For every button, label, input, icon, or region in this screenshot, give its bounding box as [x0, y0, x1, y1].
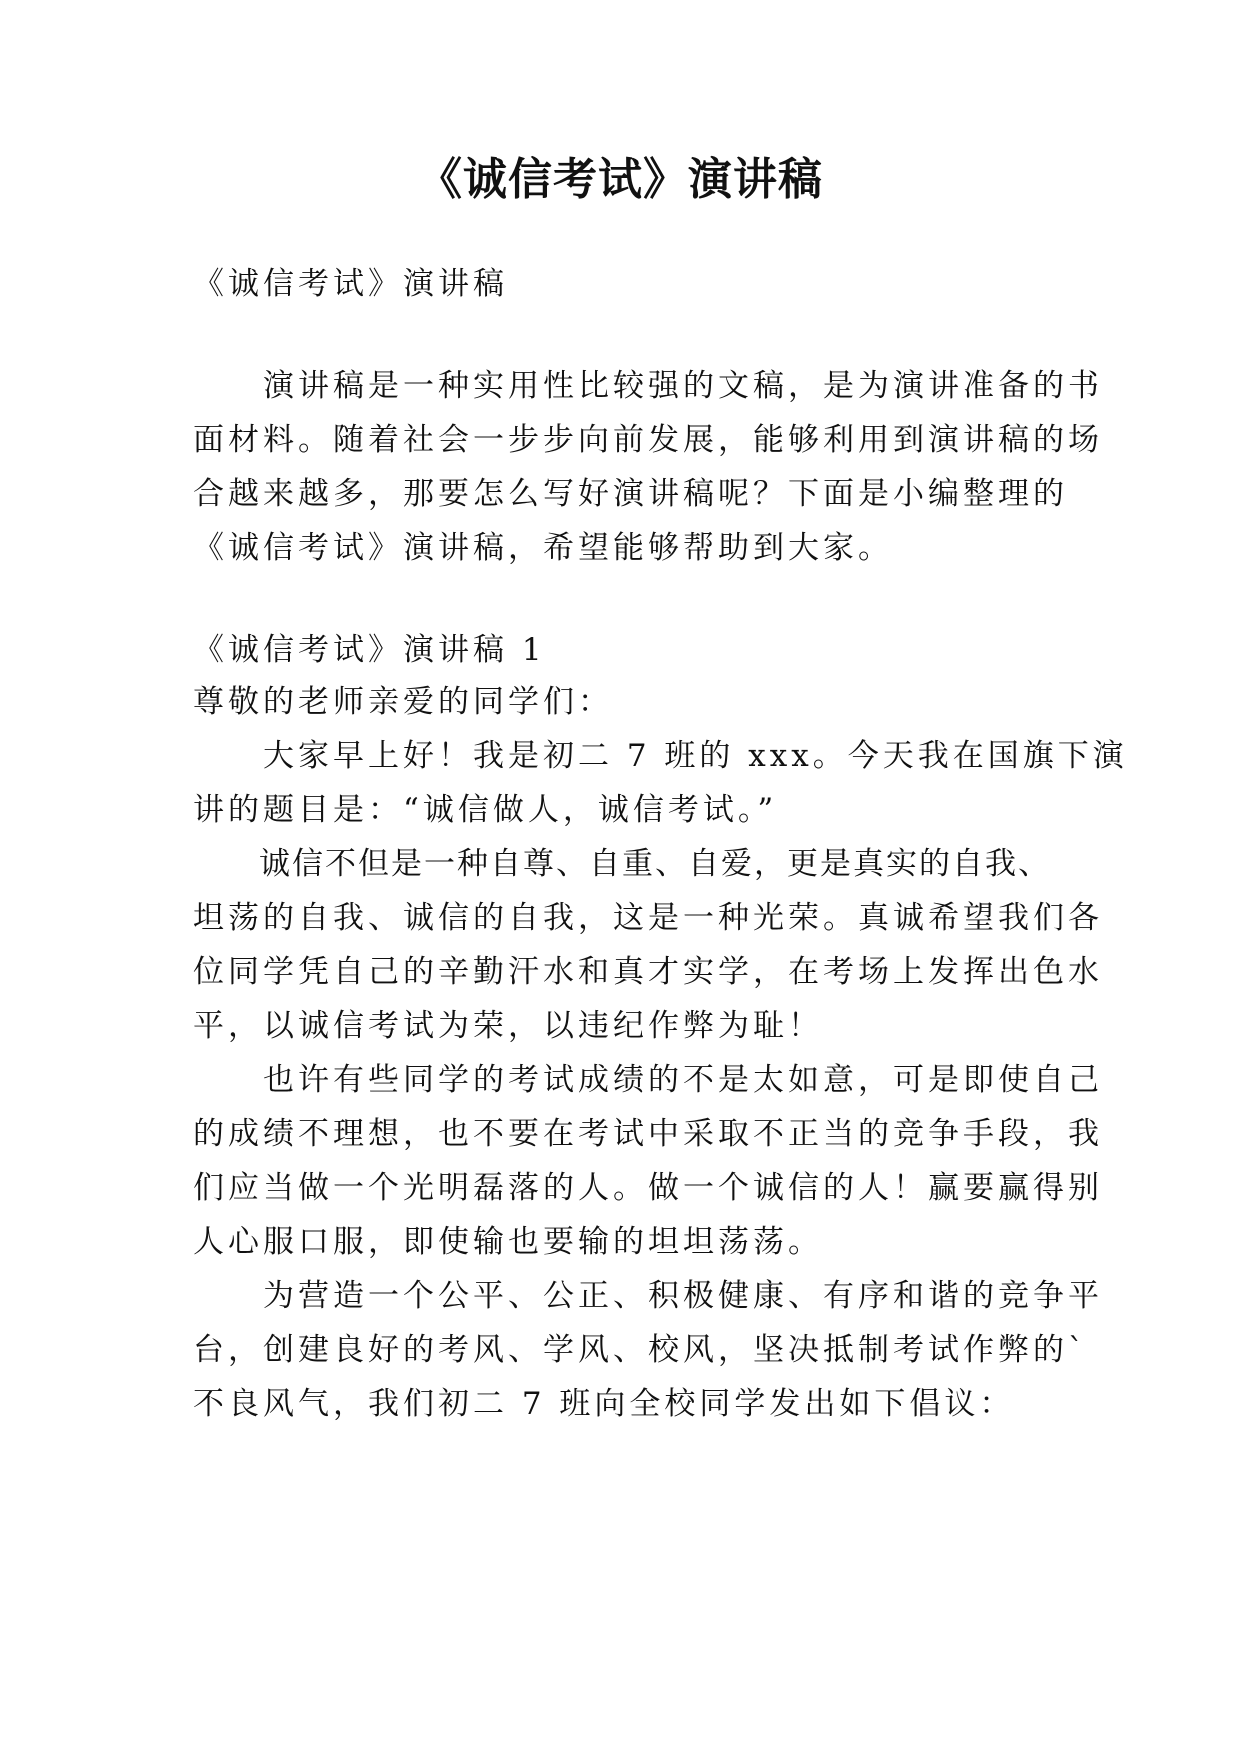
body-line: 讲的题目是：“诚信做人，诚信考试。”: [193, 792, 778, 828]
intro-line: 《诚信考试》演讲稿，希望能够帮助到大家。: [193, 530, 893, 566]
body-line: 也许有些同学的考试成绩的不是太如意，可是即使自己: [193, 1062, 1103, 1098]
body-line: 们应当做一个光明磊落的人。做一个诚信的人！赢要赢得别: [193, 1170, 1103, 1206]
section-heading: 《诚信考试》演讲稿 1: [193, 632, 546, 668]
greeting: 尊敬的老师亲爱的同学们：: [193, 684, 613, 720]
body-line: 人心服口服，即使输也要输的坦坦荡荡。: [193, 1224, 823, 1260]
body-line: 的成绩不理想，也不要在考试中采取不正当的竞争手段，我: [193, 1116, 1103, 1152]
body-line: 为营造一个公平、公正、积极健康、有序和谐的竞争平: [193, 1278, 1103, 1314]
body-line: 坦荡的自我、诚信的自我，这是一种光荣。真诚希望我们各: [193, 900, 1103, 936]
body-line: 台，创建良好的考风、学风、校风，坚决抵制考试作弊的`: [193, 1332, 1088, 1368]
intro-line: 演讲稿是一种实用性比较强的文稿，是为演讲准备的书: [193, 368, 1103, 404]
intro-line: 合越来越多，那要怎么写好演讲稿呢？下面是小编整理的: [193, 476, 1068, 512]
document-title: 《诚信考试》演讲稿: [418, 154, 823, 205]
body-line: 诚信不但是一种自尊、自重、自爱，更是真实的自我、: [193, 846, 1051, 882]
document-subtitle: 《诚信考试》演讲稿: [193, 266, 508, 302]
body-line: 平，以诚信考试为荣，以违纪作弊为耻！: [193, 1008, 823, 1044]
body-line: 位同学凭自己的辛勤汗水和真才实学，在考场上发挥出色水: [193, 954, 1103, 990]
intro-line: 面材料。随着社会一步步向前发展，能够利用到演讲稿的场: [193, 422, 1103, 458]
body-line: 大家早上好！我是初二 7 班的 xxx。今天我在国旗下演: [193, 738, 1128, 774]
body-line: 不良风气，我们初二 7 班向全校同学发出如下倡议：: [193, 1386, 1015, 1422]
